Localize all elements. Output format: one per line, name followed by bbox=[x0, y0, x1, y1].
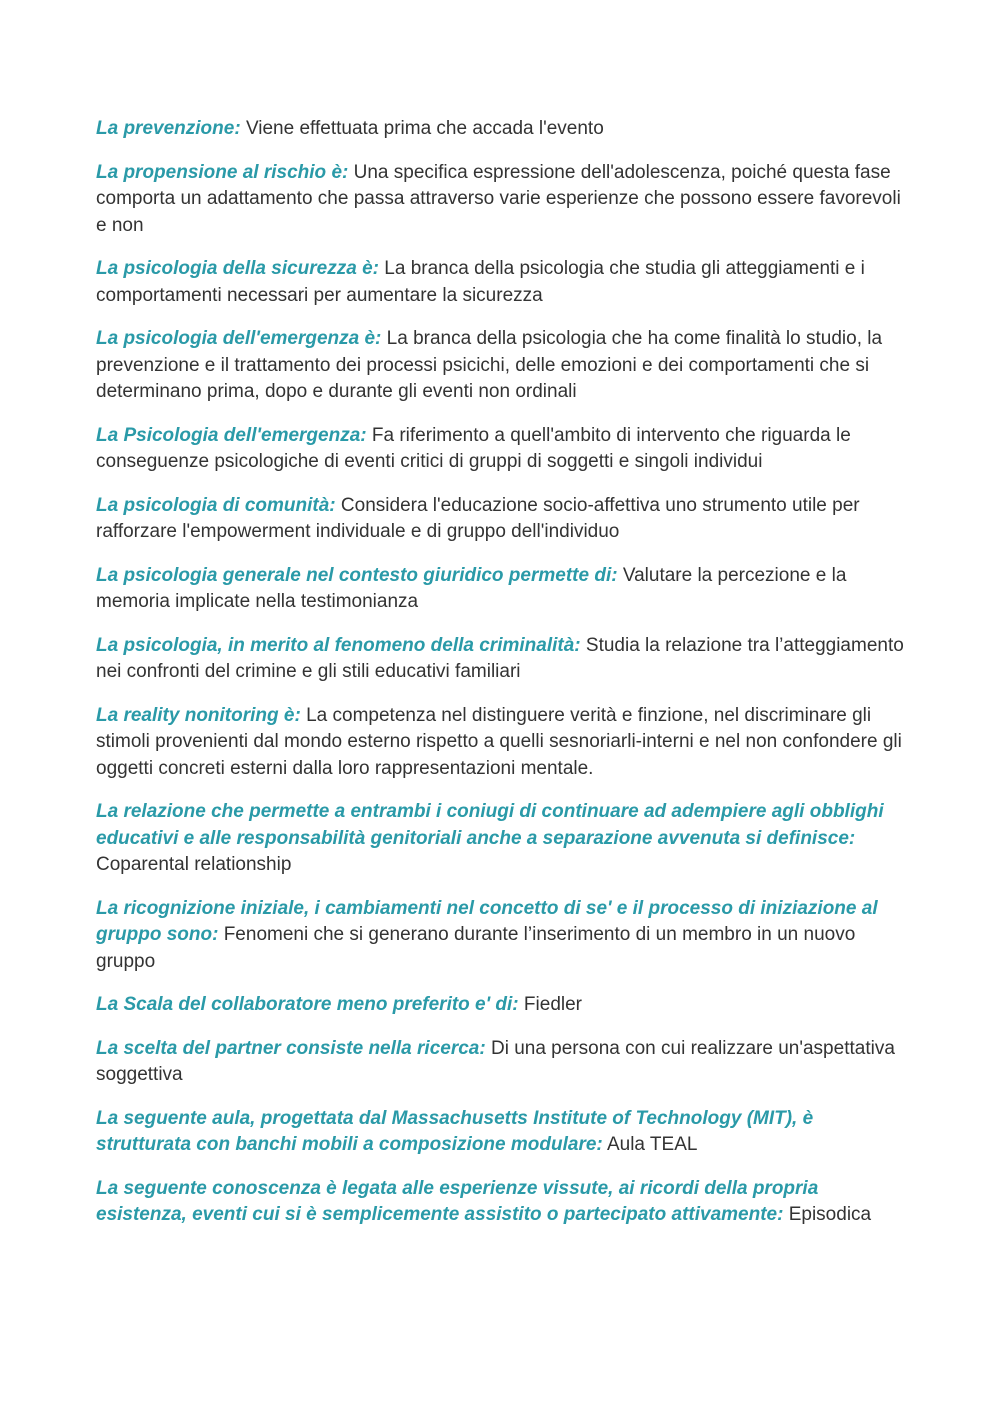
entry-answer: Di una persona con cui realizzare un'aspettativa soggettiva bbox=[96, 1037, 895, 1085]
entry-term: La seguente aula, progettata dal Massachusetts Institute of Technology (MIT), è strutturata con banchi mobili a composizione modulare: bbox=[96, 1107, 814, 1155]
entry-answer: La branca della psicologia che studia gli atteggiamenti e i comportamenti necessari per aumentare la sicurezza bbox=[96, 258, 865, 306]
entry-psicologia-comunita bbox=[96, 493, 908, 546]
entry-term: La seguente conoscenza è legata alle esperienze vissute, ai ricordi della propria esistenza, eventi cui si è semplicemente assistito o partecipato attivamente: bbox=[96, 1177, 819, 1225]
entry-prevenzione bbox=[96, 116, 908, 143]
entry-term: La ricognizione iniziale, i cambiamenti nel concetto di se' e il processo di iniziazione al gruppo sono: bbox=[96, 897, 878, 945]
entry-psicologia-sicurezza bbox=[96, 256, 908, 309]
entry-term: La scelta del partner consiste nella ricerca: bbox=[96, 1037, 486, 1059]
entry-term: La propensione al rischio è: bbox=[96, 161, 349, 183]
entry-term: La prevenzione: bbox=[96, 118, 241, 139]
entry-answer: Una specifica espressione dell'adolescenza, poiché questa fase comporta un adattamento che passa attraverso varie esperienze che possono essere favorevoli e non bbox=[96, 161, 901, 236]
entry-term: La Scala del collaboratore meno preferito e' di: bbox=[96, 994, 519, 1015]
entry-answer: Valutare la percezione e la memoria implicate nella testimonianza bbox=[96, 564, 847, 612]
entry-conoscenza-episodica bbox=[96, 1176, 908, 1229]
entry-answer: Fenomeni che si generano durante l’inserimento di un membro in un nuovo gruppo bbox=[96, 924, 856, 972]
entry-scelta-partner bbox=[96, 1036, 908, 1089]
entry-answer: Coparental relationship bbox=[96, 854, 292, 875]
entry-coparental-relationship bbox=[96, 799, 908, 879]
document-page bbox=[96, 116, 908, 1246]
entry-answer: Considera l'educazione socio-affettiva uno strumento utile per rafforzare l'empowerment individuale e di gruppo dell'individuo bbox=[96, 494, 860, 542]
entry-psicologia-criminalita bbox=[96, 633, 908, 686]
entry-term: La psicologia dell'emergenza è: bbox=[96, 328, 382, 349]
entry-answer: Fa riferimento a quell'ambito di intervento che riguarda le conseguenze psicologiche di eventi critici di gruppi di soggetti e singoli individui bbox=[96, 424, 851, 472]
entry-ricognizione-iniziale bbox=[96, 896, 908, 976]
entry-term: La psicologia della sicurezza è: bbox=[96, 258, 379, 279]
entry-scala-collaboratore bbox=[96, 992, 908, 1019]
entry-answer: Fiedler bbox=[523, 994, 582, 1015]
entry-term: La psicologia, in merito al fenomeno della criminalità: bbox=[96, 634, 581, 656]
entry-psicologia-emergenza-ambito bbox=[96, 423, 908, 476]
entry-answer: Episodica bbox=[788, 1204, 872, 1225]
entry-answer: Viene effettuata prima che accada l'evento bbox=[245, 118, 604, 139]
entry-term: La relazione che permette a entrambi i coniugi di continuare ad adempiere agli obblighi educativi e alle responsabilità genitoriali anche a separazione avvenuta si definisce: bbox=[96, 801, 884, 849]
entry-term: La psicologia generale nel contesto giuridico permette di: bbox=[96, 564, 618, 586]
entry-answer: Studia la relazione tra l’atteggiamento nei confronti del crimine e gli stili educativi familiari bbox=[96, 634, 904, 682]
entry-answer: La branca della psicologia che ha come finalità lo studio, la prevenzione e il trattamento dei processi psicichi, delle emozioni e dei comportamenti che si determinano prima, dopo e durante gli eventi non ordinali bbox=[96, 328, 883, 402]
entry-term: La reality nonitoring è: bbox=[96, 704, 301, 726]
entry-term: La psicologia di comunità: bbox=[96, 494, 336, 516]
entry-answer: Aula TEAL bbox=[606, 1134, 698, 1155]
entry-aula-teal bbox=[96, 1106, 908, 1159]
entry-psicologia-emergenza-definizione bbox=[96, 326, 908, 406]
entry-psicologia-generale-giuridico bbox=[96, 563, 908, 616]
entry-reality-monitoring bbox=[96, 703, 908, 783]
entry-term: La Psicologia dell'emergenza: bbox=[96, 424, 367, 446]
entry-answer: La competenza nel distinguere verità e finzione, nel discriminare gli stimoli provenienti dal mondo esterno rispetto a quelli sesnoriarli-interni e nel non confondere gli oggetti concreti esterni dalla loro rappresentazioni mentale. bbox=[96, 704, 902, 779]
entry-propensione-rischio bbox=[96, 160, 908, 240]
